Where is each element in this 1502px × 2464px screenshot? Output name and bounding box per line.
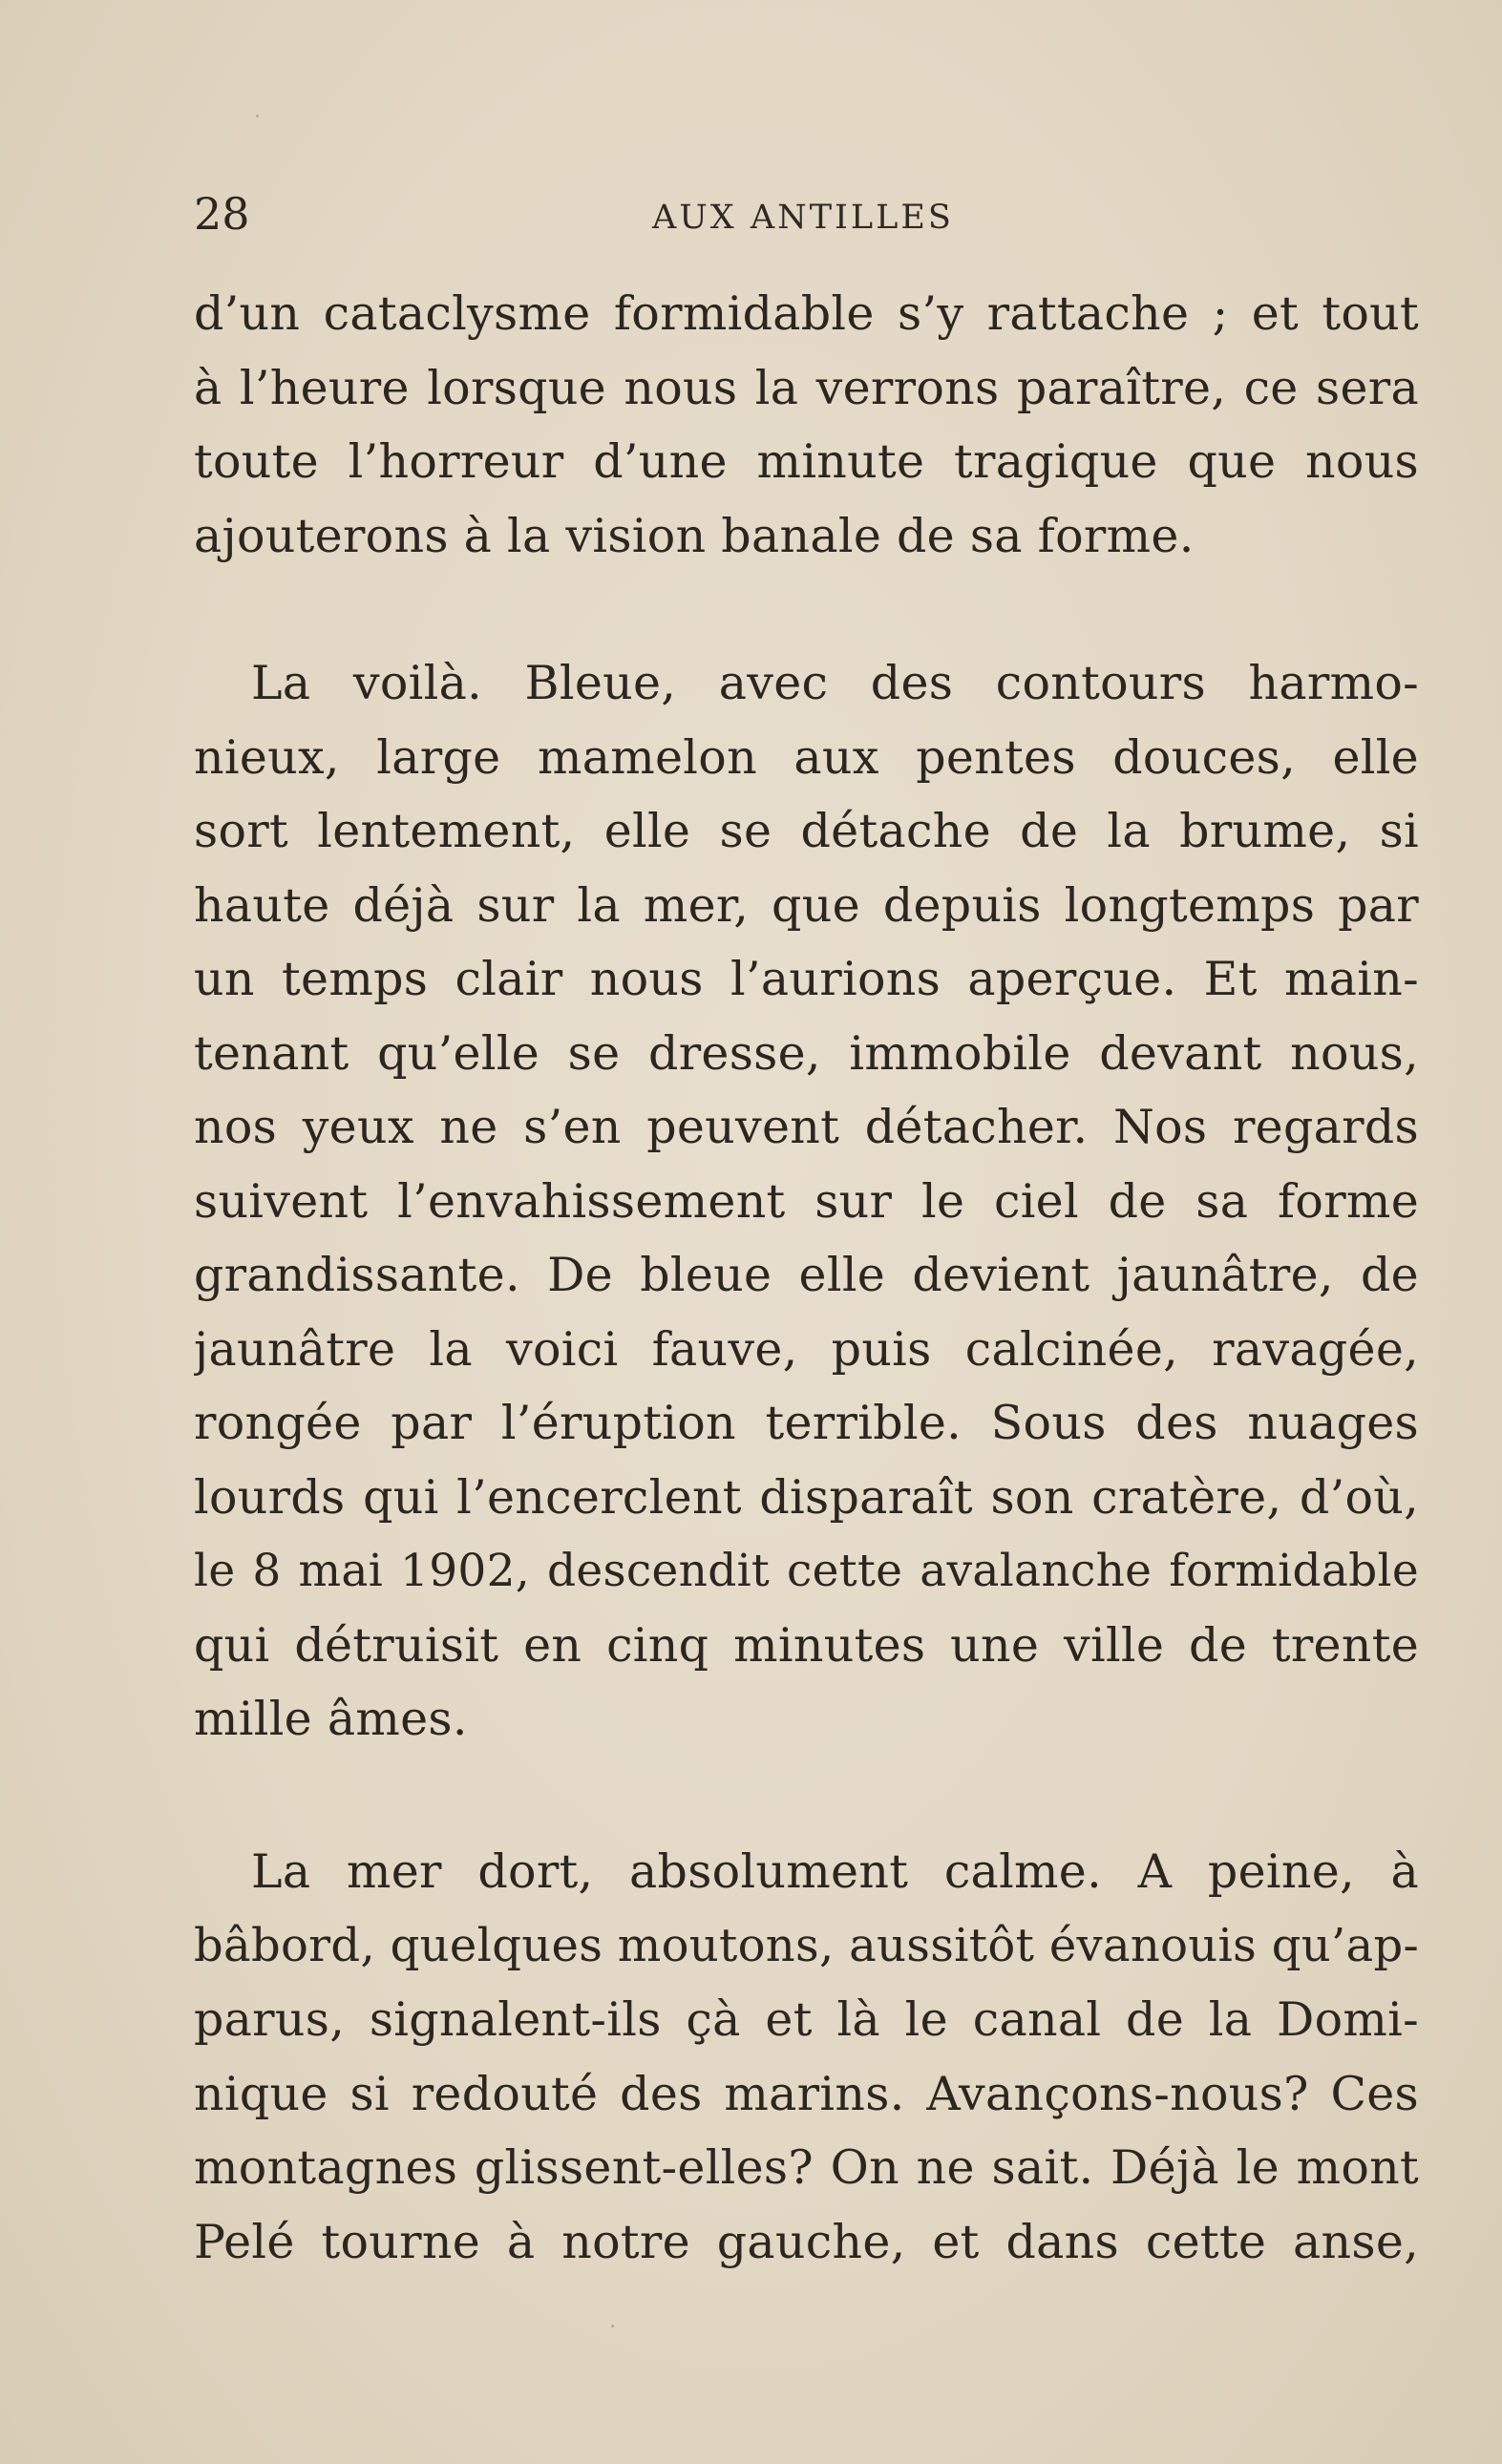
paragraph-1 — [194, 277, 1419, 573]
text-line: tenant qu’elle se dresse, immobile devant nous, — [194, 1025, 1419, 1081]
text-line: nique si redouté des marins. Avançons-nous? Ces — [194, 2066, 1419, 2121]
text-line: parus, signalent-ils çà et là le canal de la Domi- — [194, 1992, 1419, 2047]
text-line: jaunâtre la voici fauve, puis calcinée, ravagée, — [194, 1321, 1419, 1377]
text-line: mille âmes. — [194, 1692, 468, 1746]
text-line: grandissante. De bleue elle devient jaunâtre, de — [194, 1248, 1419, 1302]
text-line: lourds qui l’encerclent disparaît son cratère, d’où, — [194, 1469, 1419, 1525]
paragraph-2 — [194, 646, 1419, 1757]
text-line: La voilà. Bleue, avec des contours harmo- — [251, 656, 1419, 710]
text-line: ajouterons à la vision banale de sa forme. — [194, 508, 1195, 563]
text-line: d’un cataclysme formidable s’y rattache ; et tout — [194, 286, 1419, 341]
text-line: un temps clair nous l’aurions aperçue. Et main- — [194, 952, 1419, 1006]
paper-speck — [256, 115, 259, 117]
text-line: toute l’horreur d’une minute tragique que nous — [194, 434, 1419, 489]
text-line: le 8 mai 1902, descendit cette avalanche formidable — [194, 1545, 1419, 1597]
text-line: Pelé tourne à notre gauche, et dans cette anse, — [194, 2214, 1419, 2269]
text-line: qui détruisit en cinq minutes une ville de trente — [194, 1617, 1419, 1673]
text-line: nos yeux ne s’en peuvent détacher. Nos regards — [194, 1100, 1419, 1154]
text-line: à l’heure lorsque nous la verrons paraître, ce sera — [194, 360, 1419, 415]
page-header — [194, 187, 1419, 241]
text-line: haute déjà sur la mer, que depuis longtemps par — [194, 877, 1419, 933]
text-line: sort lentement, elle se détache de la brume, si — [194, 804, 1419, 858]
text-line: nieux, large mamelon aux pentes douces, elle — [194, 729, 1419, 785]
text-line: montagnes glissent-elles? On ne sait. Déjà le mont — [194, 2140, 1419, 2195]
running-head: AUX ANTILLES — [652, 199, 954, 237]
paper-speck — [611, 2325, 614, 2327]
text-line: suivent l’envahissement sur le ciel de sa forme — [194, 1173, 1419, 1229]
text-line: bâbord, quelques moutons, aussitôt évanouis qu’ap- — [194, 1918, 1419, 1972]
paragraph-3 — [194, 1835, 1419, 2279]
page-number: 28 — [194, 188, 250, 240]
text-line: La mer dort, absolument calme. A peine, à — [251, 1844, 1419, 1899]
text-line: rongée par l’éruption terrible. Sous des nuages — [194, 1396, 1419, 1450]
